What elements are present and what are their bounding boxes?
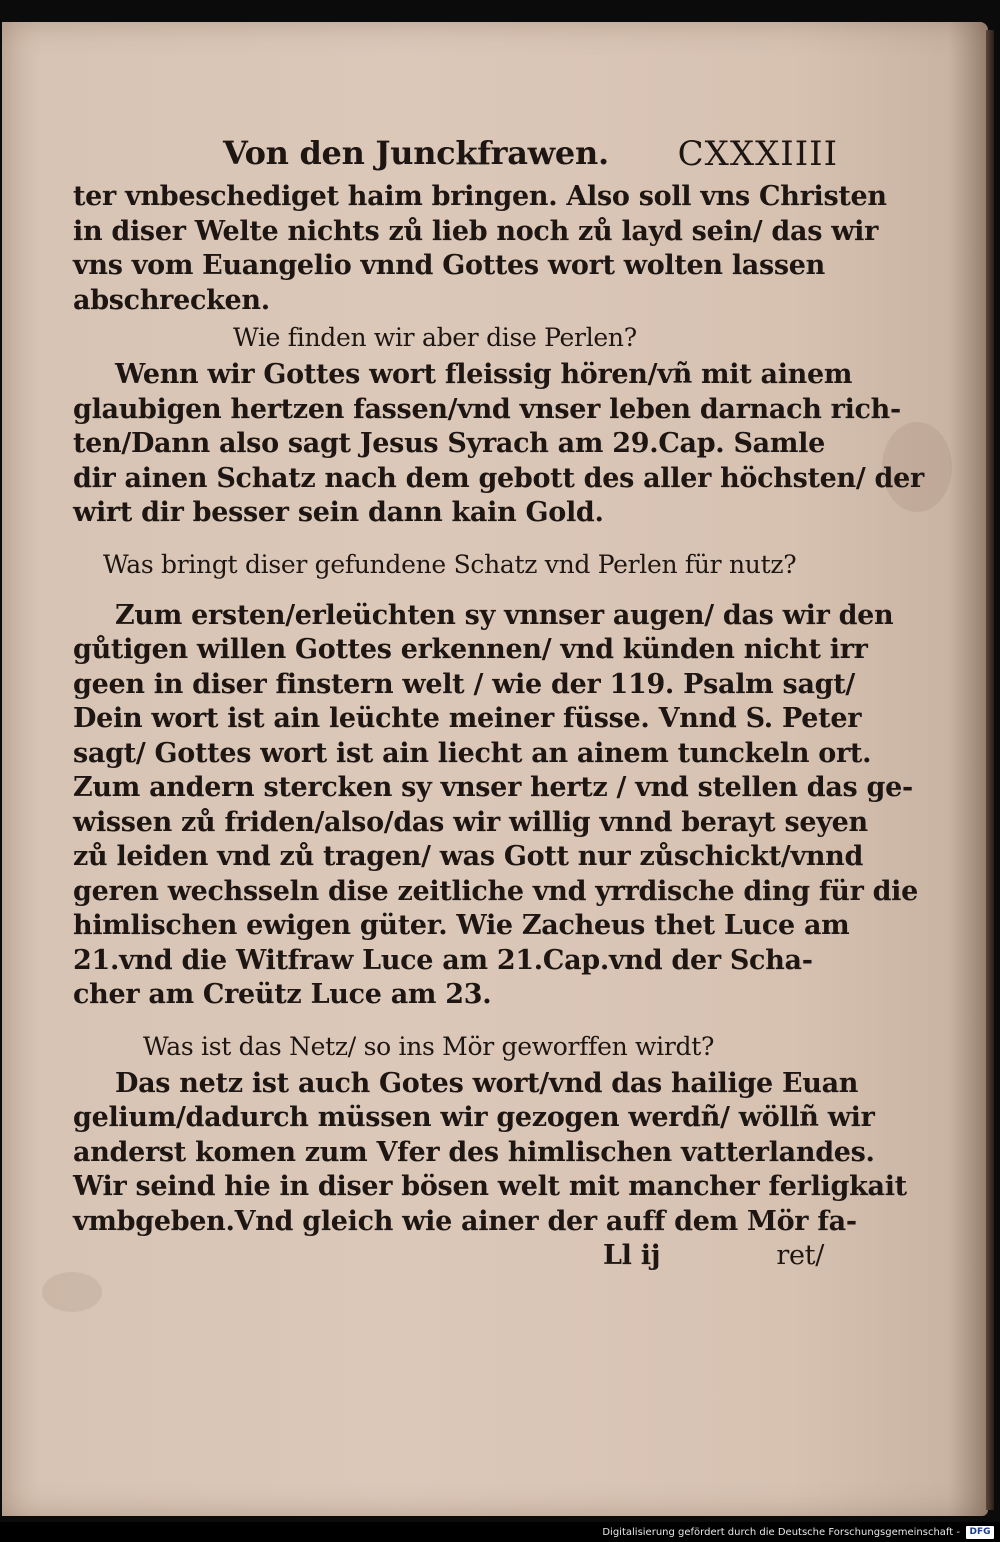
- text-line: geen in diser finstern welt / wie der 119. Psalm sagt/: [73, 668, 855, 700]
- page-footer: [73, 1239, 838, 1274]
- text-line: sagt/ Gottes wort ist ain liecht an ainem tunckeln ort.: [73, 737, 872, 769]
- section-heading: Wie finden wir aber dise Perlen?: [233, 323, 637, 352]
- paragraph-1: [73, 180, 887, 318]
- text-line: wissen zů friden/also/das wir willig vnnd berayt seyen: [73, 806, 868, 838]
- text-line: ter vnbeschediget haim bringen. Also soll vns Christen: [73, 181, 887, 212]
- paper-stain: [42, 1272, 102, 1312]
- text-line: Zum andern stercken sy vnser hertz / vnd stellen das ge-: [73, 772, 913, 803]
- text-line: 21.vnd die Witfraw Luce am 21.Cap.vnd der Scha-: [73, 944, 813, 976]
- text-line: glaubigen hertzen fassen/vnd vnser leben darnach rich-: [73, 393, 901, 425]
- paragraph-2: [73, 358, 924, 531]
- page-header: [73, 128, 838, 180]
- section-heading: Was ist das Netz/ so ins Mör geworffen wirdt?: [143, 1031, 715, 1061]
- text-line: geren wechsseln dise zeitliche vnd yrrdische ding für die: [73, 875, 919, 907]
- funding-credit: [602, 1522, 994, 1542]
- page-edge: [986, 30, 994, 1510]
- text-line: cher am Creütz Luce am 23.: [73, 979, 492, 1010]
- text-line: Wir seind hie in diser bösen welt mit mancher ferligkait: [73, 1171, 907, 1202]
- paragraph-4: [73, 1067, 907, 1240]
- text-line: Wenn wir Gottes wort fleissig hören/vñ mit ainem: [115, 359, 853, 390]
- text-line: gelium/dadurch müssen wir gezogen werdñ/ wöllñ wir: [73, 1102, 875, 1133]
- page-text: [73, 128, 924, 1274]
- funding-credit-text: Digitalisierung gefördert durch die Deutsche Forschungsgemeinschaft -: [602, 1526, 960, 1538]
- catchword: ret/: [776, 1240, 824, 1271]
- text-line: gůtigen willen Gottes erkennen/ vnd künden nicht irr: [73, 634, 868, 665]
- text-line: ten/Dann also sagt Jesus Syrach am 29.Cap. Samle: [73, 428, 825, 459]
- text-line: vns vom Euangelio vnnd Gottes wort wolten lassen: [73, 250, 826, 281]
- folio-number: CXXXIIII: [677, 134, 838, 174]
- text-line: Das netz ist auch Gotes wort/vnd das hailige Euan: [115, 1067, 859, 1099]
- signature-mark: Ll ij: [603, 1240, 661, 1271]
- text-line: Zum ersten/erleüchten sy vnnser augen/ das wir den: [115, 599, 894, 631]
- text-line: anderst komen zum Vfer des himlischen vatterlandes.: [73, 1136, 875, 1168]
- section-heading: Was bringt diser gefundene Schatz vnd Perlen für nutz?: [103, 549, 797, 579]
- text-line: zů leiden vnd zů tragen/ was Gott nur zůschickt/vnnd: [73, 841, 864, 872]
- text-line: vmbgeben.Vnd gleich wie ainer der auff dem Mör fa-: [73, 1205, 857, 1237]
- running-title: Von den Junckfrawen.: [223, 134, 609, 172]
- text-line: dir ainen Schatz nach dem gebott des aller höchsten/ der: [73, 462, 924, 494]
- text-line: abschrecken.: [73, 284, 270, 316]
- text-line: wirt dir besser sein dann kain Gold.: [73, 497, 604, 528]
- text-line: Dein wort ist ain leüchte meiner füsse. Vnnd S. Peter: [73, 703, 862, 734]
- dfg-logo: DFG: [966, 1526, 994, 1539]
- paragraph-3: [73, 599, 919, 1013]
- text-line: in diser Welte nichts zů lieb noch zů layd sein/ das wir: [73, 215, 879, 247]
- text-line: himlischen ewigen güter. Wie Zacheus thet Luce am: [73, 910, 850, 941]
